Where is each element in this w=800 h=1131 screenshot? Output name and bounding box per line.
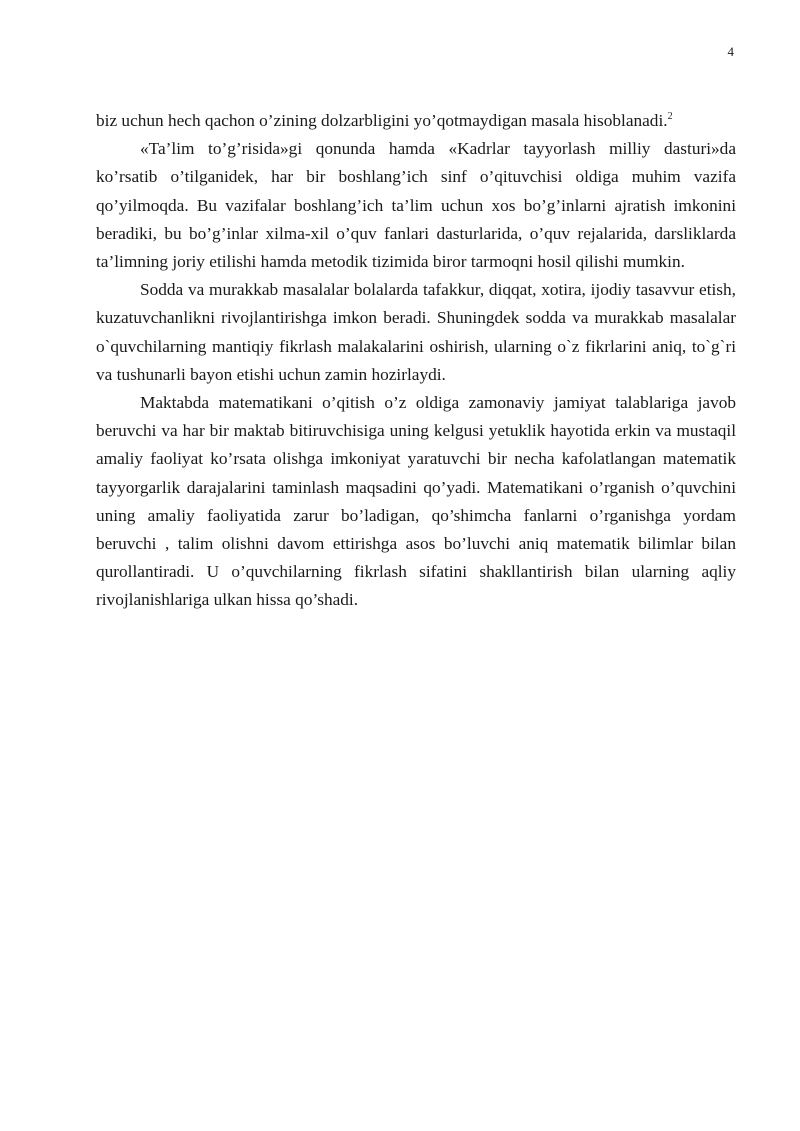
paragraph-4: Maktabda matematikani o’qitish o’z oldiga zamonaviy jamiyat talablariga javob beruvchi va har bir maktab bitiruvchisiga uning kelgusi yetuklik hayotida erkin va mustaqil amaliy faoliyat ko’rsata olishga imkoniyat yaratuvchi bir necha kafolatlangan matematik tayyorgarlik darajalarini taminlash maqsadini qo’yadi. Matematikani o’rganish o’quvchini uning amaliy faoliyatida zarur bo’ladigan, qo’shimcha fanlarni o’rganishga yordam beruvchi , talim olishni davom ettirishga asos bo’luvchi aniq matematik bilimlar bilan qurollantiradi. U o’quvchilarning fikrlash sifatini shakllantirish bilan ularning aqliy rivojlanishlariga ulkan hissa qo’shadi. xyxy=(96,393,736,610)
document-body xyxy=(96,107,736,615)
paragraph-2: «Ta’lim to’g’risida»gi qonunda hamda «Kadrlar tayyorlash milliy dasturi»da ko’rsatib o’tilganidek, har bir boshlang’ich sinf o’qituvchisi oldiga muhim vazifa qo’yilmoqda. Bu vazifalar boshlang’ich ta’lim uchun xos bo’g’inlarni ajratish imkonini beradiki, bu bo’g’inlar xilma-xil o’quv fanlari dasturlarida, o’quv rejalarida, darsliklarda ta’limning joriy etilishi hamda metodik tizimida biror tarmoqni hosil qilishi mumkin. xyxy=(96,139,736,272)
paragraph-3: Sodda va murakkab masalalar bolalarda tafakkur, diqqat, xotira, ijodiy tasavvur etish, kuzatuvchanlikni rivojlantirishga imkon beradi. Shuningdek sodda va murakkab masalalar o`quvchilarning mantiqiy fikrlash malakalarini oshirish, ularning o`z fikrlarini aniq, to`g`ri va tushunarli bayon etishi uchun zamin hozirlaydi. xyxy=(96,280,736,384)
footnote-ref[interactable]: 2 xyxy=(667,111,673,123)
page-number: 4 xyxy=(727,44,734,59)
paragraph-1-text: biz uchun hech qachon o’zining dolzarbligini yo’qotmaydigan masala hisoblanadi. xyxy=(96,111,668,130)
paragraph-1 xyxy=(96,107,736,135)
